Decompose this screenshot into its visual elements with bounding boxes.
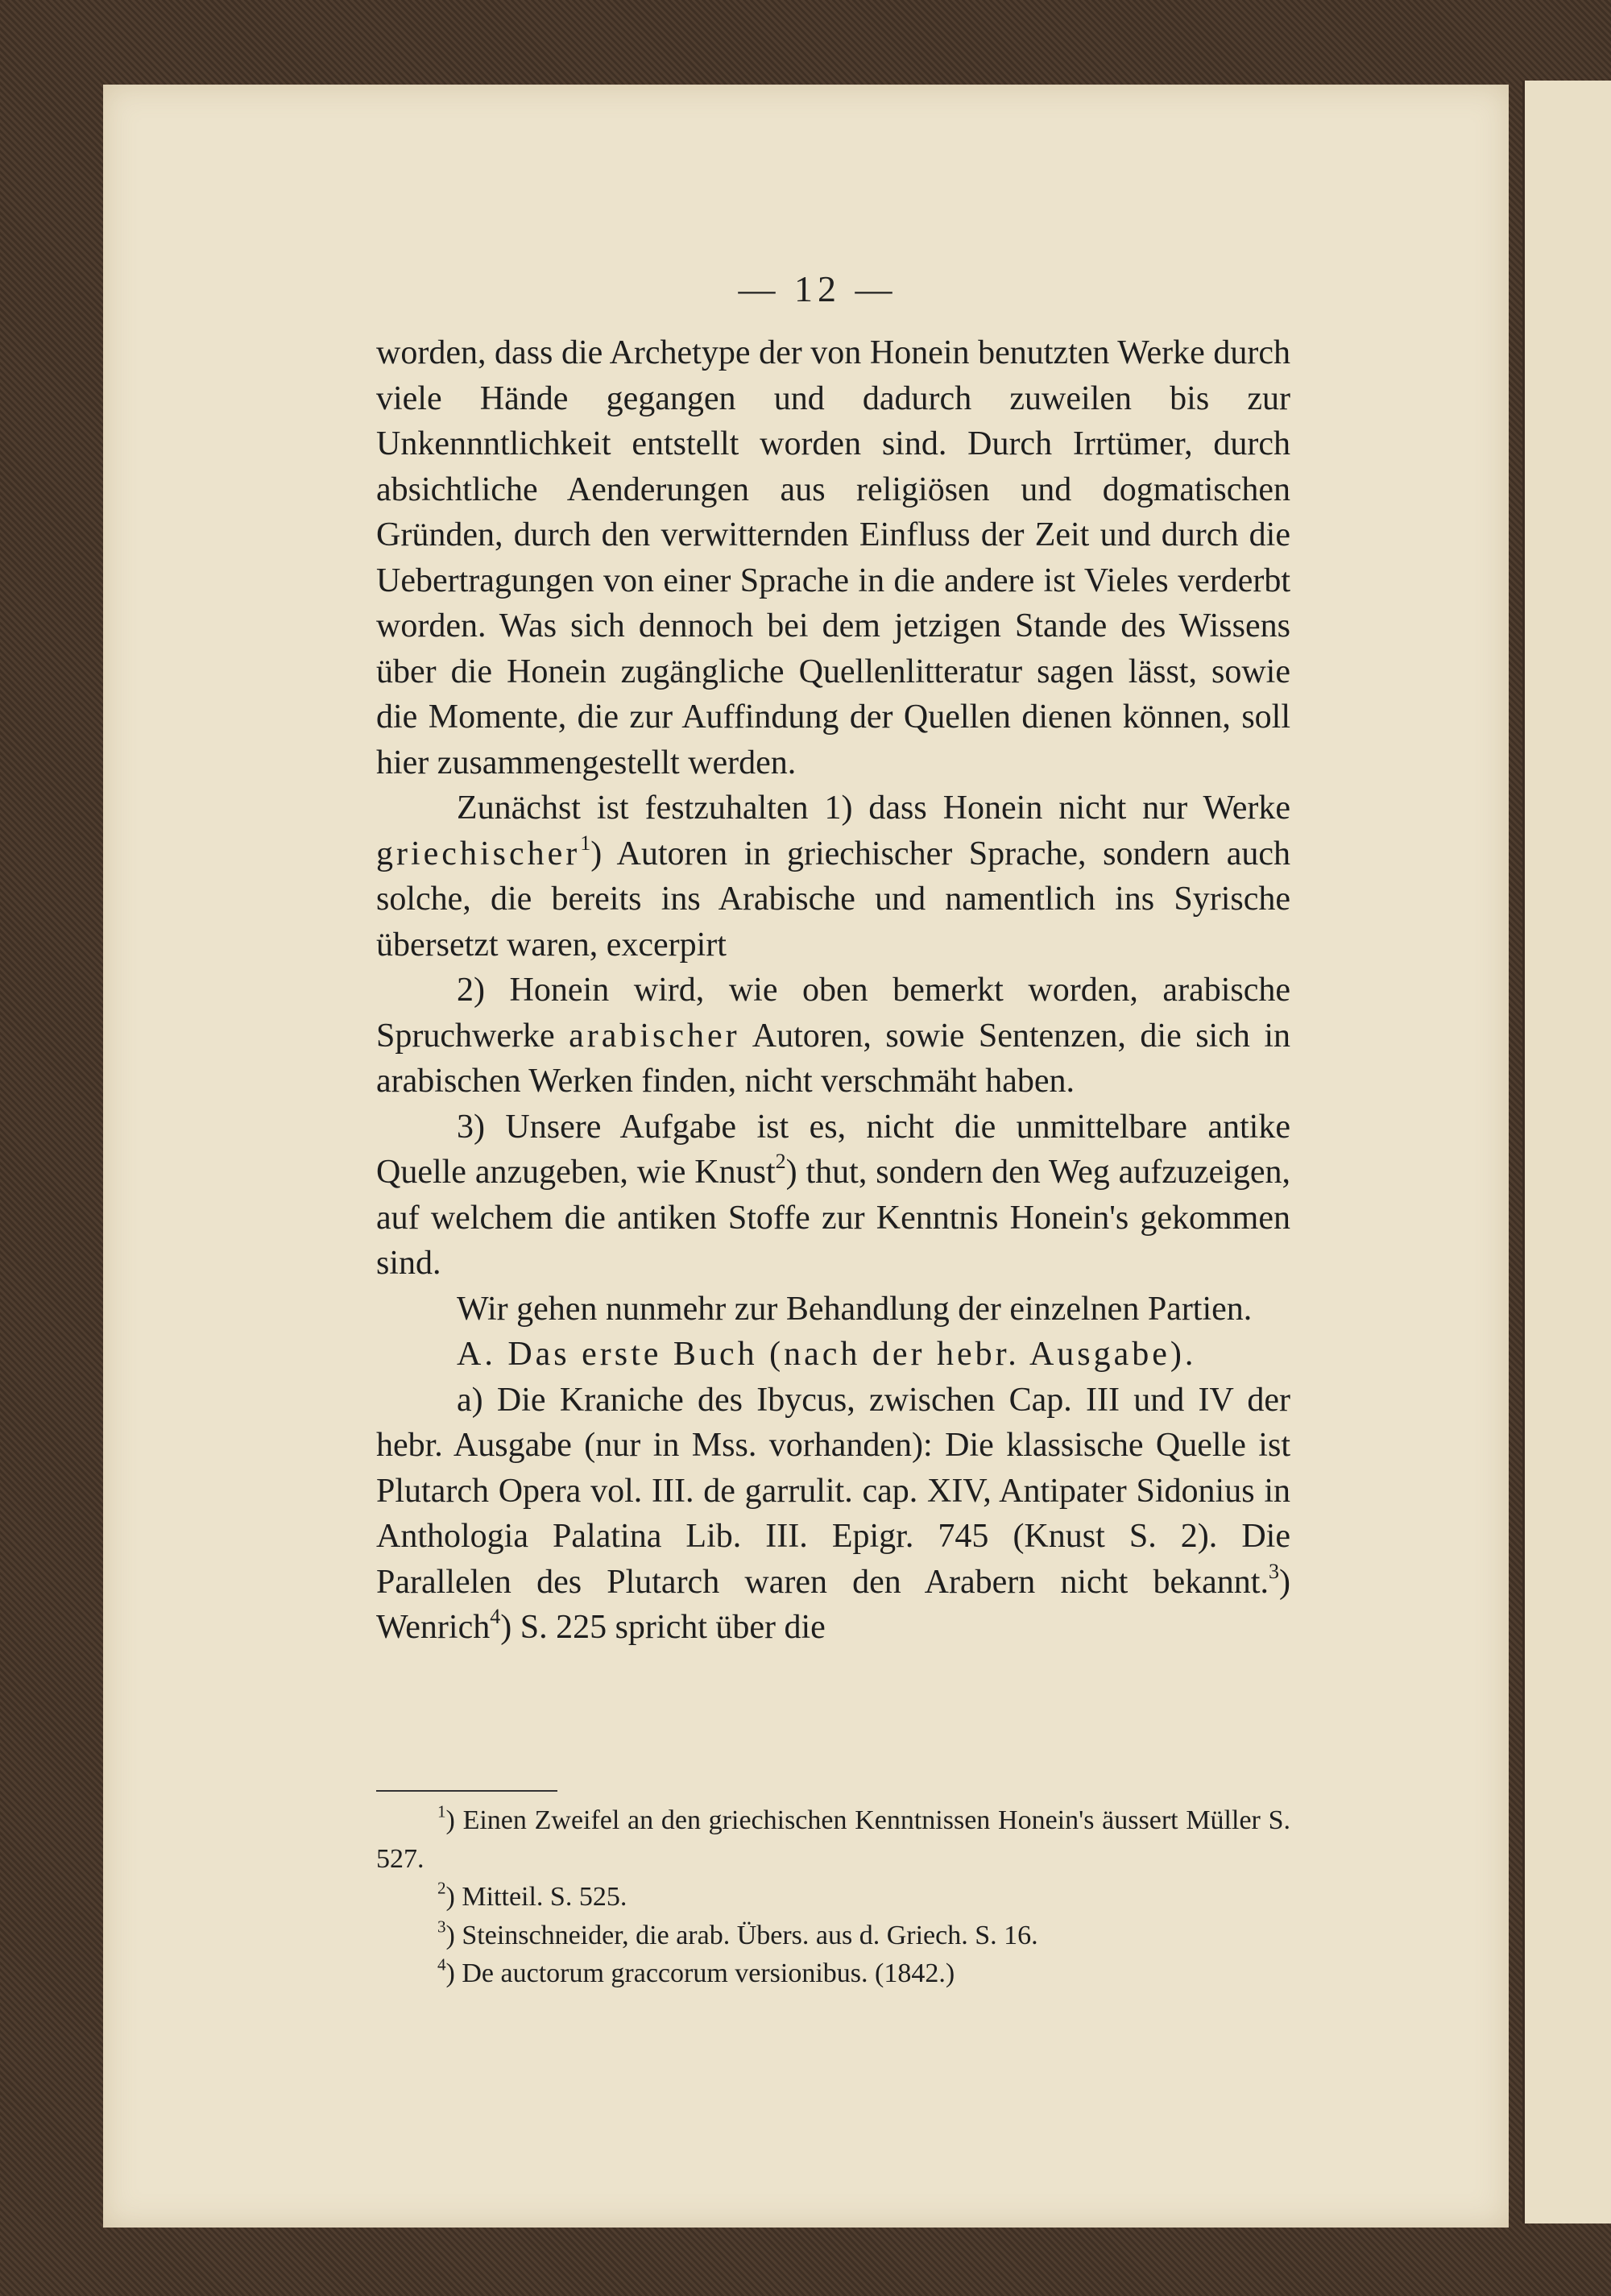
text-segment: ) Wenrich — [376, 1563, 1290, 1646]
text-segment: ) De auctorum graccorum versionibus. (1842.) — [445, 1958, 955, 1988]
text-segment: ) Einen Zweifel an den griechischen Kenntnissen Honein's äussert Müller S. 527. — [376, 1805, 1290, 1874]
footnote — [376, 1917, 1290, 1955]
body-text — [376, 330, 1290, 1651]
footnote-rule — [376, 1790, 557, 1792]
footnote — [376, 1954, 1290, 1993]
text-segment: worden, dass die Archetype der von Honein benutzten Werke durch viele Hände gegangen und dadurch zuweilen bis zur Unkennntlichkeit entstellt worden sind. Durch Irrtümer, durch absichtliche Aenderungen aus religiösen und dogmatischen Gründen, durch den verwitternden Einfluss der Zeit und durch die Uebertragungen von einer Sprache in die andere ist Vieles verderbt worden. Was sich dennoch bei dem jetzigen Stande des Wissens über die Honein zugängliche Quellenlitteratur sagen lässt, sowie die Momente, die zur Auffindung der Quellen dienen können, soll hier zusammengestellt werden. — [376, 334, 1290, 781]
text-segment: Autoren, sowie Sentenzen, die sich in arabischen Werken finden, nicht verschmäht haben. — [376, 1017, 1290, 1100]
page-number: — 12 — — [738, 268, 897, 309]
text-segment: 2) Honein wird, wie oben bemerkt worden, arabische Spruchwerke — [376, 972, 1290, 1055]
footnote-marker: 1 — [580, 831, 591, 855]
footnote-marker: 2 — [775, 1149, 786, 1173]
footnote-list — [376, 1801, 1290, 1993]
facing-page-edge — [1522, 81, 1611, 2223]
paragraph — [376, 1378, 1290, 1651]
text-segment: ) Steinschneider, die arab. Übers. aus d. Griech. S. 16. — [445, 1920, 1038, 1950]
text-segment: 3) Unsere Aufgabe ist es, nicht die unmittelbare antike Quelle anzugeben, wie Knust — [376, 1108, 1290, 1191]
text-segment: Zunächst ist festzuhalten 1) dass Honein nicht nur Werke — [457, 790, 1290, 827]
text-segment: Wir gehen nunmehr zur Behandlung der einzelnen Partien. — [457, 1290, 1253, 1328]
paragraph — [376, 968, 1290, 1104]
text-segment: ) Autoren in griechischer Sprache, sondern auch solche, die bereits ins Arabische und namentlich ins Syrische übersetzt waren, excerpirt — [376, 835, 1290, 964]
spaced-text: griechischer — [376, 835, 581, 872]
footnotes — [376, 1790, 1290, 1993]
footnote-marker: 3 — [437, 1916, 446, 1936]
paragraph — [376, 785, 1290, 968]
paragraph — [376, 1332, 1290, 1378]
footnote-marker: 3 — [1268, 1559, 1279, 1583]
spaced-text: A. Das erste Buch (nach der hebr. Ausgabe). — [457, 1336, 1197, 1373]
text-segment: a) Die Kraniche des Ibycus, zwischen Cap. III und IV der hebr. Ausgabe (nur in Mss. vorhanden): Die klassische Quelle ist Plutarch Opera vol. III. de garrulit. cap. XIV, Antipater Sidonius in Anthologia Palatina Lib. III. Epigr. 745 (Knust S. 2). Die Parallelen des Plutarch waren den Arabern nicht bekannt. — [376, 1381, 1290, 1601]
footnote — [376, 1801, 1290, 1878]
text-segment: ) thut, sondern den Weg aufzuzeigen, auf welchem die antiken Stoffe zur Kenntnis Honein's gekommen sind. — [376, 1154, 1290, 1282]
text-segment: ) S. 225 spricht über die — [500, 1609, 826, 1646]
spaced-text: arabischer — [569, 1017, 740, 1055]
footnote-marker: 2 — [437, 1878, 446, 1898]
footnote — [376, 1878, 1290, 1917]
footnote-marker: 4 — [490, 1604, 501, 1628]
paragraph — [376, 1287, 1290, 1332]
text-segment: ) Mitteil. S. 525. — [445, 1882, 627, 1912]
footnote-marker: 1 — [437, 1801, 446, 1821]
footnote-marker: 4 — [437, 1954, 446, 1975]
paragraph — [376, 330, 1290, 785]
paragraph — [376, 1104, 1290, 1287]
